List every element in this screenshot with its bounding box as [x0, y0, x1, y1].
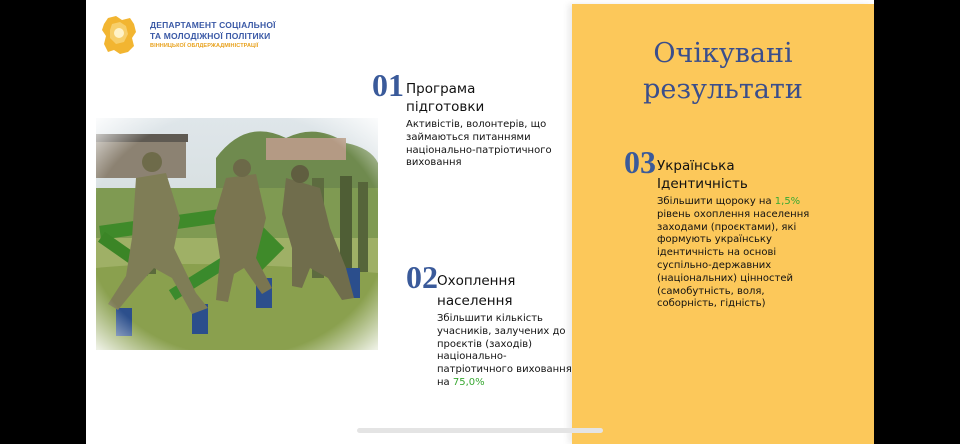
item-3-description — [657, 196, 809, 311]
desc-line: соборність, гідність) — [657, 298, 766, 310]
item-3-title-line: Ідентичність — [657, 176, 748, 192]
desc-line: (національних) цінностей — [657, 272, 794, 284]
desc-prefix: на — [437, 376, 453, 388]
desc-line: національно- — [437, 351, 507, 363]
presentation-slide — [86, 0, 874, 444]
desc-line: патріотичного виховання — [437, 364, 572, 376]
highlight-value: 1,5% — [774, 196, 801, 207]
desc-line — [437, 377, 572, 390]
item-2-number: 02 — [406, 259, 438, 295]
panel-title-line: результати — [643, 74, 803, 105]
desc-line: національно-патріотичного — [406, 144, 552, 156]
desc-line: виховання — [406, 157, 462, 169]
item-2-title — [437, 271, 515, 311]
region-map-logo-icon — [100, 14, 138, 56]
military-training-photo — [96, 118, 378, 350]
item-1-title-line: підготовки — [406, 99, 485, 115]
desc-line: заходами (проєктами), які — [657, 221, 797, 233]
item-1-description — [406, 119, 552, 170]
desc-line: проєктів (заходів) — [437, 338, 533, 350]
logo-line-2: ТА МОЛОДІЖНОЇ ПОЛІТИКИ — [150, 31, 271, 41]
item-3-title-line: Українська — [657, 158, 735, 174]
panel-title — [572, 36, 874, 108]
desc-line: (самобутність, воля, — [657, 285, 765, 297]
desc-line: Збільшити кількість — [437, 313, 543, 324]
desc-prefix: Збільшити щороку на — [657, 196, 775, 207]
item-2-title-line: населення — [437, 293, 513, 309]
highlight-value: 75,0% — [452, 376, 485, 388]
panel-title-line: Очікувані — [653, 38, 793, 69]
desc-line: займаються питаннями — [406, 131, 531, 143]
item-1-number: 01 — [372, 67, 404, 103]
desc-line: ідентичність на основі — [657, 247, 777, 259]
logo-line-3: ВІННИЦЬКОЇ ОБЛДЕРЖАДМІНІСТРАЦІЇ — [150, 43, 259, 49]
item-3-number: 03 — [624, 144, 656, 180]
desc-line: Активістів, волонтерів, що — [406, 119, 547, 130]
logo-line-1: ДЕПАРТАМЕНТ СОЦІАЛЬНОЇ — [150, 20, 276, 30]
desc-line — [657, 196, 809, 209]
expected-results-panel — [572, 4, 874, 444]
organization-name — [150, 20, 276, 51]
item-2-description — [437, 313, 572, 390]
item-1-title — [406, 80, 484, 116]
horizontal-scrollbar[interactable] — [357, 428, 603, 433]
desc-line: формують українську — [657, 234, 772, 246]
desc-line: рівень охоплення населення — [657, 208, 810, 220]
desc-line: учасників, залучених до — [437, 325, 566, 337]
desc-line: суспільно-державних — [657, 259, 772, 271]
item-1-title-line: Програма — [406, 81, 476, 97]
item-3-title — [657, 157, 748, 193]
item-2-title-line: Охоплення — [437, 273, 516, 289]
